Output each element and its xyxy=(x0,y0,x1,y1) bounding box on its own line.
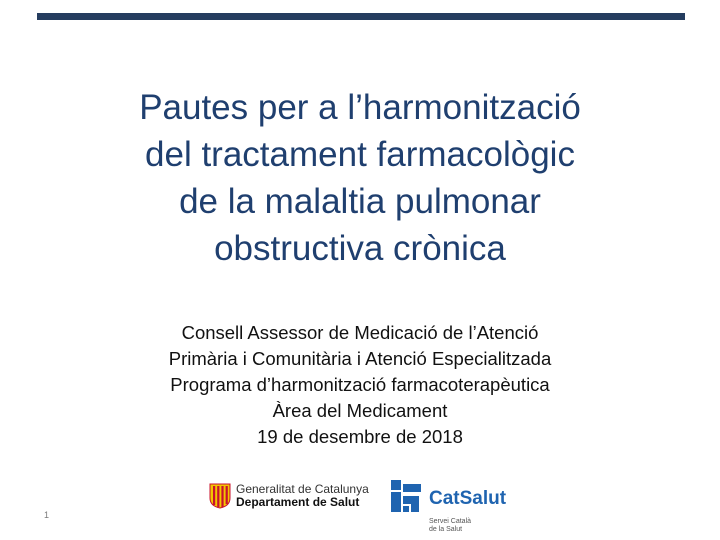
generalitat-logo xyxy=(208,481,378,513)
catsalut-sub-line1: Servei Català xyxy=(429,518,472,525)
subtitle-line: Programa d’harmonització farmacoterapèutica xyxy=(170,374,550,395)
title-line: Pautes per a l’harmonització xyxy=(139,88,581,127)
catsalut-mark-icon xyxy=(389,478,425,514)
subtitle-line: Consell Assessor de Medicació de l’Atenció xyxy=(181,322,539,343)
generalitat-line1: Generalitat de Catalunya xyxy=(236,482,369,496)
senyera-emblem-icon xyxy=(208,483,232,509)
catsalut-logo xyxy=(389,478,529,536)
subtitle-line: Primària i Comunitària i Atenció Especialitzada xyxy=(168,348,552,369)
subtitle-line: Àrea del Medicament xyxy=(272,400,448,421)
slide-number: 1 xyxy=(44,510,50,520)
slide-title xyxy=(40,84,680,272)
catsalut-subtitle xyxy=(429,518,471,534)
top-accent-bar xyxy=(37,13,685,20)
generalitat-line2: Departament de Salut xyxy=(236,495,360,509)
subtitle-line: 19 de desembre de 2018 xyxy=(257,426,463,447)
title-line: de la malaltia pulmonar xyxy=(179,182,541,221)
slide-subtitle xyxy=(40,320,680,450)
generalitat-text xyxy=(236,483,369,509)
catsalut-sub-line2: de la Salut xyxy=(429,526,463,533)
title-line: obstructiva crònica xyxy=(214,229,506,268)
catsalut-name: CatSalut xyxy=(429,488,507,509)
title-line: del tractament farmacològic xyxy=(145,135,575,174)
